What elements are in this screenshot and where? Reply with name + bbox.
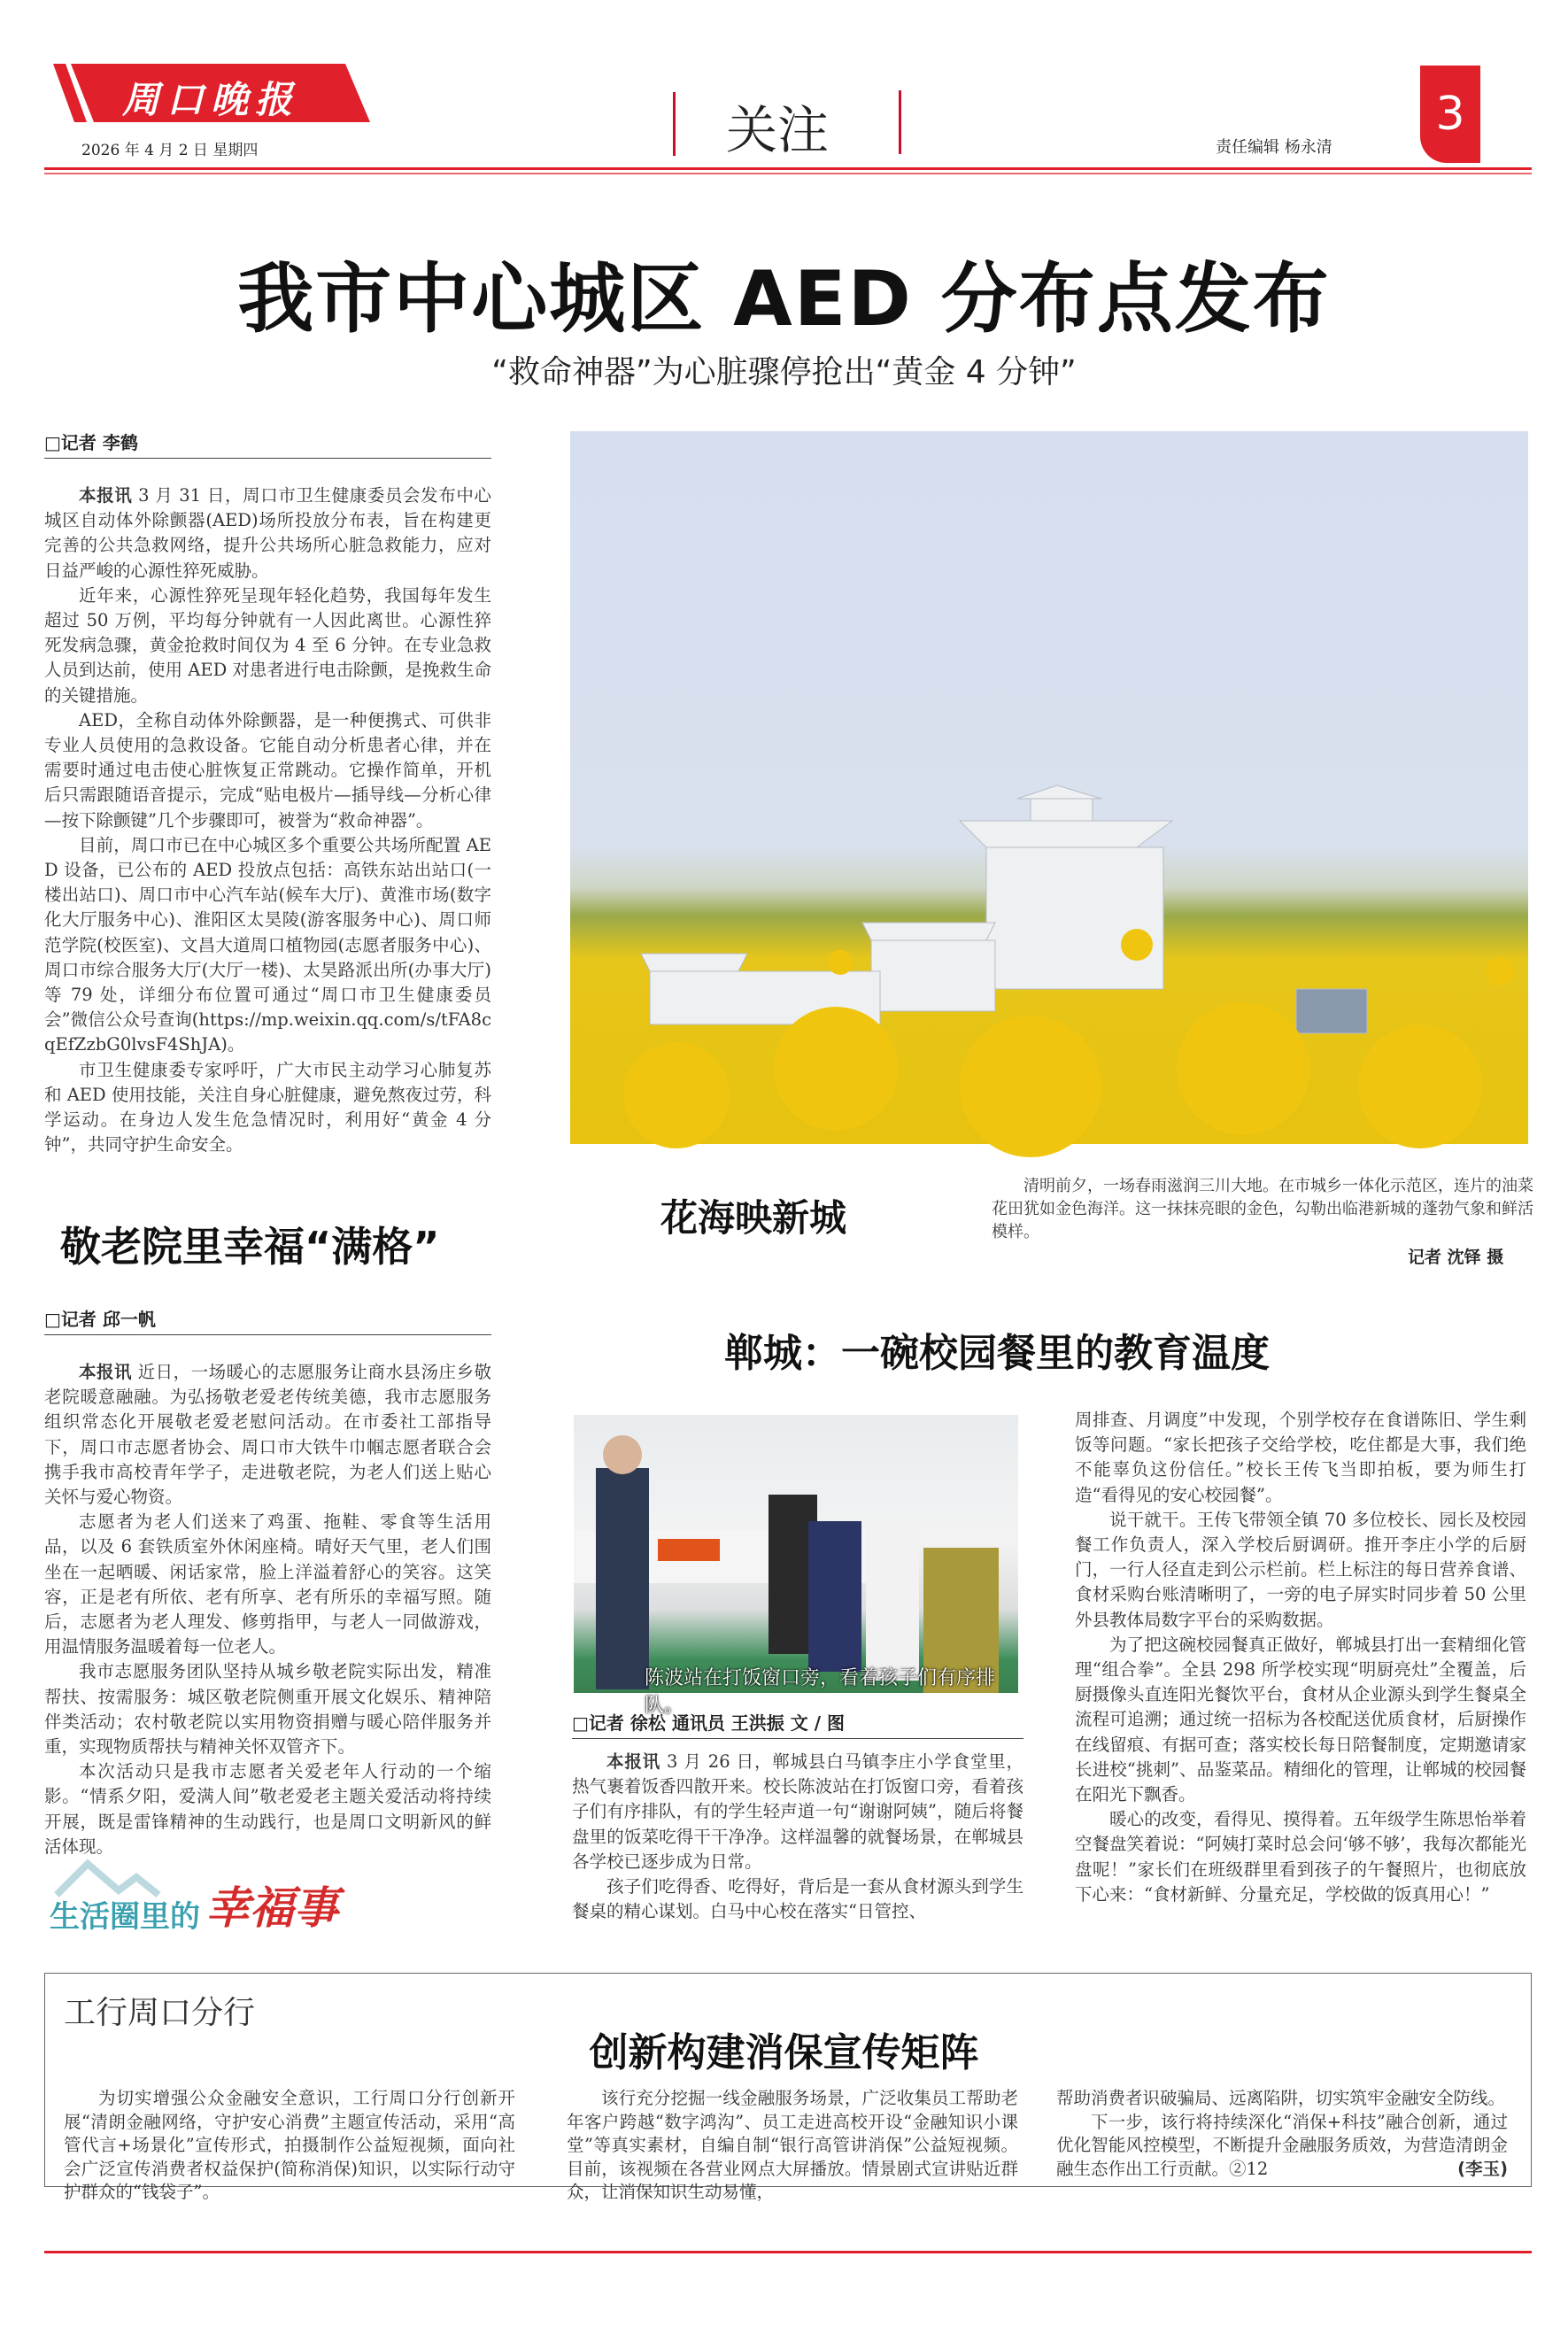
lead-tag: 本报讯	[79, 1362, 132, 1382]
ad-brand: 工行周口分行	[64, 1995, 256, 2031]
column-logo-b: 幸福事	[205, 1882, 338, 1934]
paragraph: 本报讯 3 月 31 日，周口市卫生健康委员会发布中心城区自动体外除颤器(AED)场所投放分布表，旨在构建更完善的公共急救网络，提升公共场所心脏急救能力，应对日益严峻的心源性猝死威胁。	[44, 485, 491, 581]
column-logo-a: 生活圈里的	[50, 1899, 200, 1935]
school-headline: 郸城：一碗校园餐里的教育温度	[724, 1331, 1270, 1376]
lead-article	[44, 429, 491, 1157]
elder-headline: 敬老院里幸福“满格”	[60, 1223, 440, 1271]
photo-feature-title: 花海映新城	[660, 1196, 847, 1240]
school-article-col1	[572, 1750, 1023, 1924]
canteen-photo	[574, 1415, 1018, 1717]
section-name: 关注	[726, 100, 830, 160]
paragraph: 本报讯 3 月 26 日，郸城县白马镇李庄小学食堂里，热气裹着饭香四散开来。校长陈波站在打饭窗口旁，看着孩子们有序排队，有的学生轻声道一句“谢谢阿姨”，随后将餐盘里的饭菜吃得干干净净。这样温馨的就餐场景，在郸城县各学校已逐步成为日常。	[572, 1751, 1023, 1872]
editor-credit: 责任编辑 杨永清	[1216, 138, 1332, 157]
paragraph: 本报讯 近日，一场暖心的志愿服务让商水县汤庄乡敬老院暖意融融。为弘扬敬老爱老传统美德，我市志愿服务组织常态化开展敬老爱老慰问活动。在市委社工部指导下，周口市志愿者协会、周口市大铁牛巾帼志愿者联合会携手我市高校青年学子，走进敬老院，为老人们送上贴心关怀与爱心物资。	[44, 1362, 491, 1508]
page-number: 3	[1420, 66, 1480, 163]
paragraph: 目前，周口市已在中心城区多个重要公共场所配置 AED 设备，已公布的 AED 投放点包括：高铁东站出站口(一楼出站口)、周口市中心汽车站(候车大厅)、黄淮市场(数字化大厅服务中心)、淮阳区太昊陵(游客服务中心)、周口师范学院(校医室)、文昌大道周口植物园(志愿者服务中心)、周口市综合服务大厅(大厅一楼)、太昊路派出所(办事大厅)等 79 处，详细分布位置可通过“周口市卫生健康委员会”微信公众号查询(https://mp.weixin.qq.com/s/tFA8cqEfZzbG0lvsF4ShJA)。	[44, 834, 491, 1055]
column-logo	[48, 1855, 384, 1939]
paragraph: AED，全称自动体外除颤器，是一种便携式、可供非专业人员使用的急救设备。它能自动分析患者心律，并在需要时通过电击使心脏恢复正常跳动。它操作简单，开机后只需跟随语音提示，完成“贴电极片—插导线—分析心律—按下除颤键”几个步骤即可，被誉为“救命神器”。	[44, 709, 491, 831]
footer-rule	[44, 2251, 1532, 2253]
article-body	[44, 1360, 491, 1859]
lead-headline: 我市中心城区 AED 分布点发布	[237, 255, 1331, 344]
article-body	[44, 483, 491, 1157]
ad-headline: 创新构建消保宣传矩阵	[589, 2030, 979, 2075]
byline: □记者 李鹤	[44, 429, 491, 459]
issue-date: 2026 年 4 月 2 日 星期四	[81, 142, 259, 159]
byline: □记者 徐松 通讯员 王洪振 文 / 图	[572, 1709, 1023, 1739]
logo-text: 周口晚报	[122, 78, 300, 121]
byline: □记者 邱一帆	[44, 1305, 491, 1335]
paragraph: 说干就干。王传飞带领全镇 70 多位校长、园长及校园餐工作负责人，深入学校后厨调研。推开李庄小学的后厨门，一行人径直走到公示栏前。栏上标注的每日营养食谱、食材采购台账清晰明了，一旁的电子屏实时同步着 50 公里外县教体局数字平台的采购数据。	[1075, 1509, 1526, 1630]
ad-column: 帮助消费者识破骗局、远离陷阱，切实筑牢金融安全防线。 下一步，该行将持续深化“消保+科技”融合创新，通过优化智能风控模型，不断提升金融服务质效，为营造清朗金融生态作出工行贡献。②12 (李玉)	[1056, 2087, 1508, 2181]
lead-tag: 本报讯	[79, 485, 133, 506]
newspaper-logo	[53, 64, 381, 122]
section-divider	[673, 92, 676, 156]
elder-article	[44, 1305, 491, 1859]
header-rule	[44, 173, 1532, 174]
rapeseed-field-photo	[570, 431, 1528, 1144]
paragraph: 志愿者为老人们送来了鸡蛋、拖鞋、零食等生活用品，以及 6 套铁质室外休闲座椅。晴好天气里，老人们围坐在一起晒暖、闲话家常，脸上洋溢着舒心的笑容。这笑容，正是老有所依、老有所享、老有所乐的幸福写照。随后，志愿者为老人理发、修剪指甲，与老人一同做游戏，用温情服务温暖着每一位老人。	[44, 1511, 491, 1658]
photo-feature-caption: 清明前夕，一场春雨滋润三川大地。在市城乡一体化示范区，连片的油菜花田犹如金色海洋。这一抹抹亮眼的金色，勾勒出临港新城的蓬勃气象和鲜活模样。	[992, 1177, 1533, 1241]
school-byline	[572, 1709, 1023, 1739]
lead-tag: 本报讯	[606, 1751, 660, 1772]
paragraph: 近年来，心源性猝死呈现年轻化趋势，我国每年发生超过 50 万例，平均每分钟就有一人因此离世。心源性猝死发病急骤，黄金抢救时间仅为 4 至 6 分钟。在专业急救人员到达前，使用 AED 对患者进行电击除颤，是挽救生命的关键措施。	[44, 584, 491, 706]
paragraph: 我市志愿服务团队坚持从城乡敬老院实际出发，精准帮扶、按需服务：城区敬老院侧重开展文化娱乐、精神陪伴类活动；农村敬老院以实用物资捐赠与暖心陪伴服务并重，实现物质帮扶与精神关怀双管齐下。	[44, 1661, 491, 1758]
ad-author: (李玉)	[1457, 2158, 1508, 2179]
paragraph: 本次活动只是我市志愿者关爱老年人行动的一个缩影。“情系夕阳，爱满人间”敬老爱老主题关爱活动将持续开展，既是雷锋精神的生动践行，也是周口文明新风的鲜活体现。	[44, 1761, 491, 1857]
ad-column: 该行充分挖掘一线金融服务场景，广泛收集员工帮助老年客户跨越“数字鸿沟”、员工走进高校开设“金融知识小课堂”等真实素材，自编自制“银行高管讲消保”公益短视频。目前，该视频在各营业网点大屏播放。情景剧式宣讲贴近群众，让消保知识生动易懂，	[567, 2088, 1018, 2202]
section-divider	[899, 90, 901, 154]
ad-column: 为切实增强公众金融安全意识，工行周口分行创新开展“清朗金融网络，守护安心消费”主题宣传活动，采用“高管代言+场景化”宣传形式，拍摄制作公益短视频，面向社会广泛宣传消费者权益保护(简称消保)知识，以实际行动守护群众的“钱袋子”。	[64, 2088, 515, 2202]
paragraph: 市卫生健康委专家呼吁，广大市民主动学习心肺复苏和 AED 使用技能，关注自身心脏健康，避免熬夜过劳，科学运动。在身边人发生危急情况时，利用好“黄金 4 分钟”，共同守护生命安全。	[44, 1059, 491, 1155]
paragraph: 为了把这碗校园餐真正做好，郸城县打出一套精细化管理“组合拳”。全县 298 所学校实现“明厨亮灶”全覆盖，后厨摄像头直连阳光餐饮平台，食材从企业源头到学生餐桌全流程可追溯；通过统一招标为各校配送优质食材，后厨操作在线留痕、有据可查；落实校长每日陪餐制度，定期邀请家长进校“挑刺”、品鉴菜品。精细化的管理，让郸城的校园餐在阳光下飘香。	[1075, 1634, 1526, 1805]
photo-credit: 记者 沈铎 摄	[1408, 1248, 1504, 1267]
paragraph: 暖心的改变，看得见、摸得着。五年级学生陈思怡举着空餐盘笑着说：“阿姨打菜时总会问‘够不够’，我每次都能光盘呢！”家长们在班级群里看到孩子的午餐照片，也彻底放下心来：“食材新鲜、分量充足，学校做的饭真用心！”	[1075, 1809, 1526, 1905]
paragraph: 周排查、月调度”中发现，个别学校存在食谱陈旧、学生剩饭等问题。“家长把孩子交给学校，吃住都是大事，我们绝不能辜负这份信任。”校长王传飞当即拍板，要为师生打造“看得见的安心校园餐”。	[1075, 1410, 1526, 1505]
paragraph: 孩子们吃得香、吃得好，背后是一套从食材源头到学生餐桌的精心谋划。白马中心校在落实“日管控、	[572, 1876, 1023, 1922]
photo-overlay-caption: 陈波站在打饭窗口旁，看着孩子们有序排队。	[645, 1667, 996, 1717]
lead-subhead: “救命神器”为心脏骤停抢出“黄金 4 分钟”	[491, 354, 1077, 390]
header-rule	[44, 167, 1532, 170]
school-article-col2	[1075, 1408, 1526, 1907]
